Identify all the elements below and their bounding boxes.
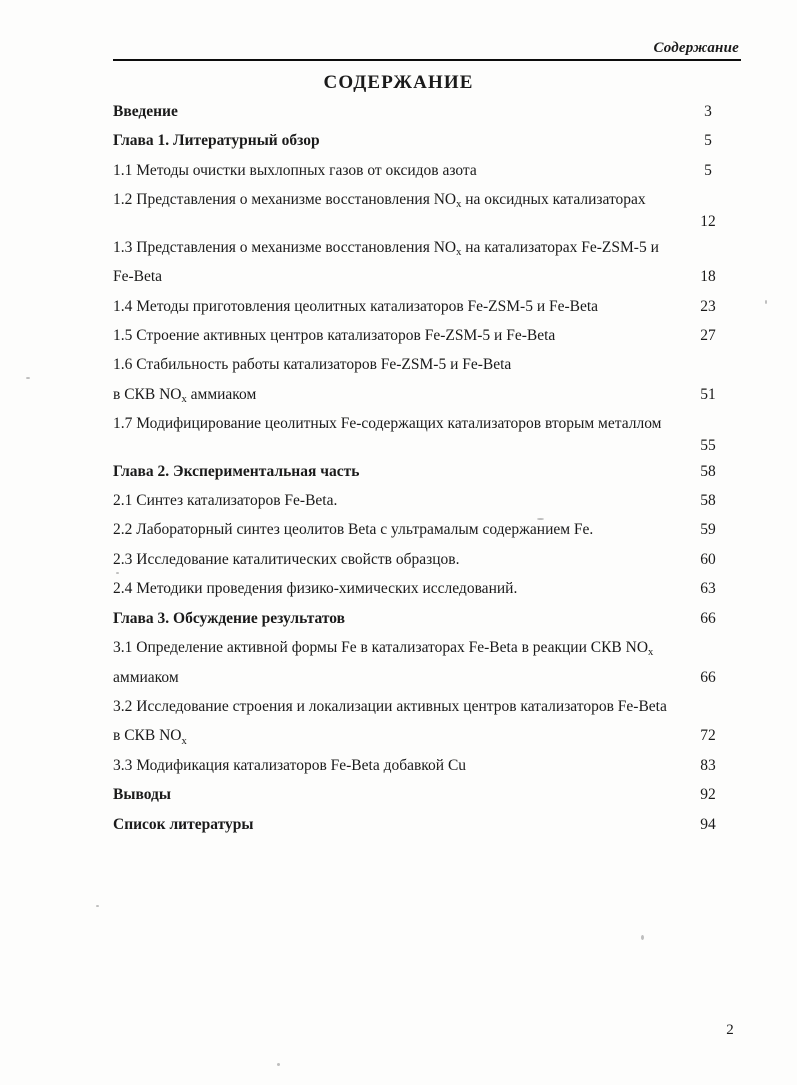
toc-entry[interactable] bbox=[113, 133, 741, 149]
toc-entry[interactable] bbox=[113, 817, 741, 833]
toc-entry-label: 3.2 Исследование строения и локализации активных центров катализаторов Fe-Beta bbox=[113, 698, 667, 716]
toc-entry-page-number: 23 bbox=[700, 297, 716, 315]
toc-entry[interactable] bbox=[113, 104, 741, 120]
toc-entry-label: 1.4 Методы приготовления цеолитных катализаторов Fe-ZSM-5 и Fe-Beta bbox=[113, 297, 599, 315]
toc-entry-label: 2.4 Методики проведения физико-химических исследований. bbox=[113, 580, 518, 598]
toc-entry-page-number: 59 bbox=[700, 521, 716, 539]
toc-entry-page-number: 55 bbox=[700, 437, 716, 455]
toc-entry-page-number: 27 bbox=[700, 326, 716, 344]
toc-entry-label: Список литературы bbox=[113, 815, 254, 833]
toc-entry[interactable] bbox=[113, 493, 741, 509]
toc-entry-page-number: 58 bbox=[700, 462, 716, 480]
toc-entry[interactable] bbox=[113, 415, 741, 455]
toc-entry-label: Глава 3. Обсуждение результатов bbox=[113, 609, 346, 627]
toc-entry-page-number: 66 bbox=[700, 668, 716, 686]
toc-entry[interactable] bbox=[113, 699, 741, 715]
toc-entry[interactable] bbox=[113, 787, 741, 803]
toc-entry-page-number: 58 bbox=[700, 492, 716, 510]
toc-entry[interactable] bbox=[113, 357, 741, 373]
scan-speckle bbox=[96, 905, 99, 907]
toc-entry-page-number: 72 bbox=[700, 727, 716, 745]
scan-speckle bbox=[116, 572, 119, 574]
toc-entry[interactable] bbox=[113, 240, 741, 256]
toc-entry[interactable] bbox=[113, 611, 741, 627]
scan-speckle bbox=[641, 935, 644, 940]
toc-entry[interactable] bbox=[113, 639, 741, 659]
toc-entry[interactable] bbox=[113, 581, 741, 597]
toc-entry-label: 3.3 Модификация катализаторов Fe-Beta добавкой Cu bbox=[113, 756, 467, 774]
toc-entry[interactable] bbox=[113, 758, 741, 774]
scan-speckle bbox=[277, 1063, 280, 1066]
toc-entry-label: 1.2 Представления о механизме восстановления $NO_x$ на оксидных катализаторах bbox=[113, 191, 646, 211]
toc-entry-page-number: 60 bbox=[700, 550, 716, 568]
running-header bbox=[113, 40, 741, 61]
toc-entry-page-number: 83 bbox=[700, 756, 716, 774]
scan-speckle bbox=[537, 518, 544, 520]
toc-entry-label: аммиаком bbox=[113, 668, 179, 686]
scan-speckle bbox=[765, 300, 767, 304]
toc-entry-label: 2.3 Исследование каталитических свойств образцов. bbox=[113, 550, 460, 568]
toc-entry-page-number: 94 bbox=[700, 815, 716, 833]
toc-entry[interactable] bbox=[113, 328, 741, 344]
scan-speckle bbox=[26, 377, 30, 379]
toc-entry-label: Выводы bbox=[113, 786, 171, 804]
toc-entry-page-number: 66 bbox=[700, 609, 716, 627]
toc-entry-page-number: 18 bbox=[700, 268, 716, 286]
folio-number: 2 bbox=[726, 1022, 734, 1038]
toc-entry[interactable] bbox=[113, 191, 741, 231]
toc-entry-page-number: 63 bbox=[700, 580, 716, 598]
toc-entry-page-number: 5 bbox=[704, 161, 712, 179]
toc-entry[interactable] bbox=[113, 522, 741, 538]
toc-entry[interactable] bbox=[113, 269, 741, 285]
toc-entry[interactable] bbox=[113, 727, 741, 747]
toc-entry-label: Глава 2. Экспериментальная часть bbox=[113, 462, 360, 480]
toc-entry[interactable] bbox=[113, 552, 741, 568]
toc-entry[interactable] bbox=[113, 163, 741, 179]
toc-entry-page-number: 51 bbox=[700, 385, 716, 403]
toc-entry-label: 3.1 Определение активной формы Fe в катализаторах Fe-Beta в реакции СКВ $NO_x$ bbox=[113, 639, 654, 659]
toc-entry-label: в СКВ $NO_x$ аммиаком bbox=[113, 385, 257, 405]
toc-entry-page-number: 12 bbox=[700, 213, 716, 231]
toc-entry-page-number: 92 bbox=[700, 786, 716, 804]
toc-entry-page-number: 3 bbox=[704, 103, 712, 120]
toc-entry-label: 1.3 Представления о механизме восстановления $NO_x$ на катализаторах Fe-ZSM-5 и bbox=[113, 238, 659, 258]
toc-entry-label: 2.2 Лабораторный синтез цеолитов Beta с ультрамалым содержанием Fe. bbox=[113, 521, 594, 539]
table-of-contents bbox=[113, 104, 741, 846]
toc-entry[interactable] bbox=[113, 387, 741, 403]
toc-entry-label: 2.1 Синтез катализаторов Fe-Beta. bbox=[113, 492, 338, 510]
toc-entry-label: 1.7 Модифицирование цеолитных Fe-содержащих катализаторов вторым металлом bbox=[113, 415, 662, 433]
toc-entry-label: Fe-Beta bbox=[113, 268, 163, 286]
toc-entry-label: Глава 1. Литературный обзор bbox=[113, 132, 320, 150]
toc-entry-label: 1.5 Строение активных центров катализаторов Fe-ZSM-5 и Fe-Beta bbox=[113, 326, 556, 344]
toc-entry-label: в СКВ $NO_x$ bbox=[113, 727, 187, 747]
toc-entry[interactable] bbox=[113, 670, 741, 686]
toc-entry[interactable] bbox=[113, 464, 741, 480]
running-header-title: Содержание bbox=[653, 40, 739, 56]
toc-entry-label: Введение bbox=[113, 103, 178, 120]
page-title: СОДЕРЖАНИЕ bbox=[323, 72, 474, 93]
toc-entry-page-number: 5 bbox=[704, 132, 712, 150]
toc-entry-label: 1.6 Стабильность работы катализаторов Fe-ZSM-5 и Fe-Beta bbox=[113, 356, 512, 374]
toc-entry[interactable] bbox=[113, 299, 741, 315]
toc-entry-label: 1.1 Методы очистки выхлопных газов от оксидов азота bbox=[113, 161, 477, 179]
header-rule bbox=[113, 59, 741, 61]
